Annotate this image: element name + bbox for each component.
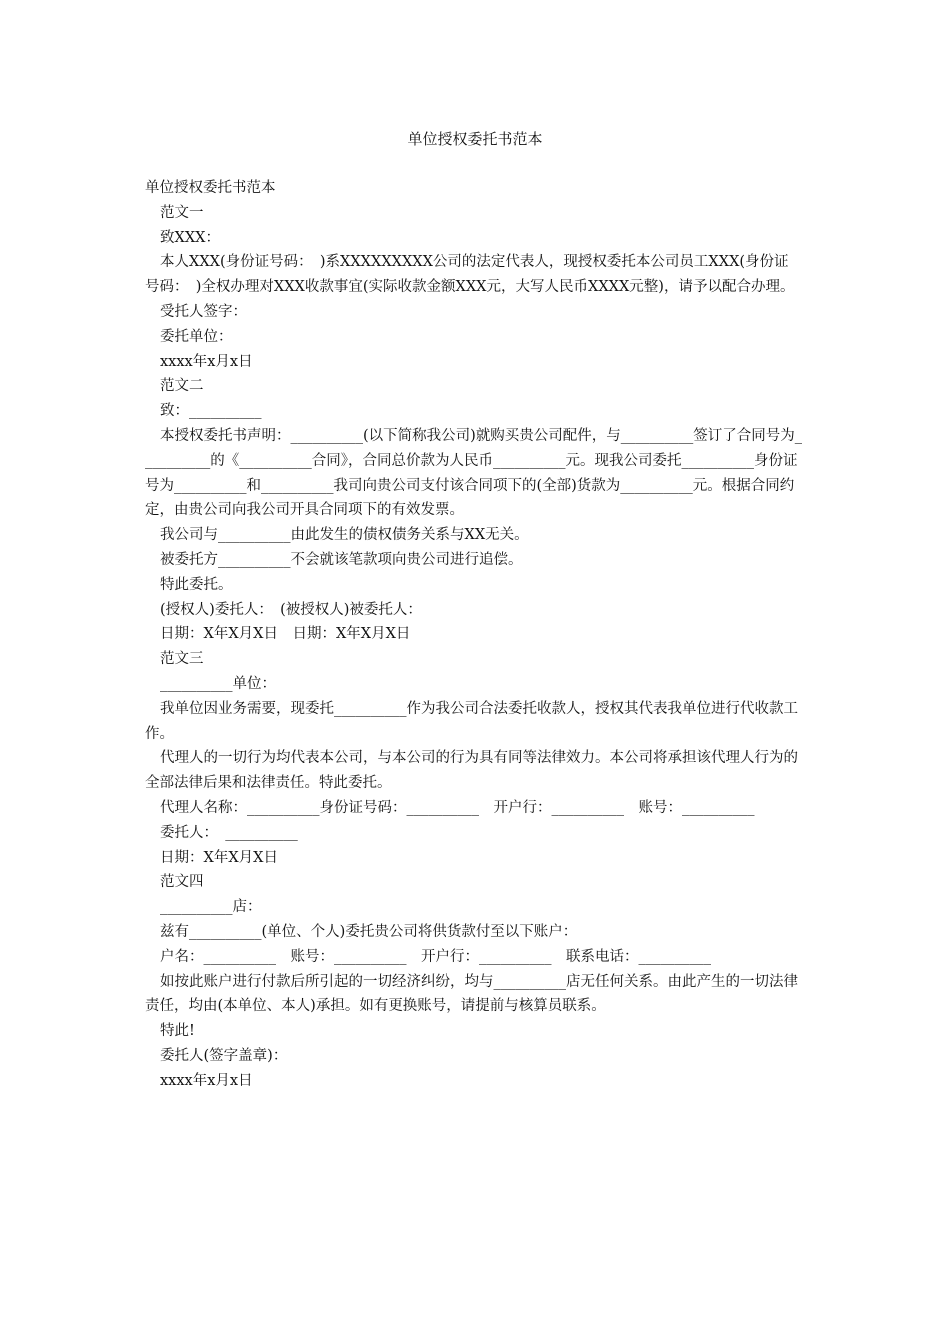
paragraph: 被委托方__________不会就该笔款项向贵公司进行追偿。	[160, 551, 523, 568]
paragraph: 范文四	[160, 874, 204, 891]
paragraph: __________单位：	[160, 675, 276, 692]
paragraph: 我单位因业务需要，现委托__________作为我公司合法委托收款人，授权其代表我单位进行代收款工作。	[145, 700, 798, 742]
paragraph: 范文一	[160, 204, 204, 221]
paragraph: 户名：__________ 账号：__________ 开户行：__________ 联系电话：__________	[160, 948, 711, 965]
paragraph: xxxx年x月x日	[160, 353, 253, 370]
page-title: 单位授权委托书范本	[407, 130, 543, 148]
paragraph: __________店：	[160, 899, 262, 916]
paragraph: 日期：X年X月X日 日期：X年X月X日	[160, 626, 411, 643]
paragraph: 特此委托。	[160, 576, 233, 593]
paragraph: 兹有__________(单位、个人)委托贵公司将供货款付至以下账户：	[160, 923, 578, 940]
paragraph: xxxx年x月x日	[160, 1072, 253, 1089]
paragraph: 单位授权委托书范本	[145, 180, 276, 196]
paragraph: 范文三	[160, 651, 204, 668]
paragraph: 致：__________	[160, 403, 262, 420]
paragraph: 委托人(签字盖章)：	[160, 1047, 288, 1064]
paragraph: 我公司与__________由此发生的债权债务关系与XX无关。	[160, 527, 529, 544]
paragraph: 委托单位：	[160, 328, 233, 345]
paragraph: 特此!	[160, 1023, 195, 1040]
document-body	[145, 176, 803, 1093]
paragraph: 受托人签字：	[160, 303, 247, 320]
paragraph: 致XXX：	[160, 229, 220, 246]
paragraph: 委托人： __________	[160, 824, 298, 841]
paragraph: 代理人的一切行为均代表本公司，与本公司的行为具有同等法律效力。本公司将承担该代理人行为的全部法律后果和法律责任。特此委托。	[145, 750, 798, 792]
paragraph: 本人XXX(身份证号码： )系XXXXXXXXX公司的法定代表人，现授权委托本公司员工XXX(身份证号码： )全权办理对XXX收款事宜(实际收款金额XXX元，大写人民币XXXX元整)，请予以配合办理。	[145, 254, 795, 296]
paragraph: (授权人)委托人： (被授权人)被委托人：	[160, 601, 422, 618]
paragraph: 本授权委托书声明：__________(以下简称我公司)就购买贵公司配件，与__________签订了合同号为__________的《__________合同》，合同总价款为人民币__________元。现我公司委托__________身份证号为__________和__________我司向贵公司支付该合同项下的(全部)货款为__________元。根据合同约定，由贵公司向我公司开具合同项下的有效发票。	[145, 427, 803, 519]
paragraph: 代理人名称：__________身份证号码：__________ 开户行：__________ 账号：__________	[160, 799, 755, 816]
paragraph: 范文二	[160, 378, 204, 395]
paragraph: 如按此账户进行付款后所引起的一切经济纠纷，均与__________店无任何关系。由此产生的一切法律责任，均由(本单位、本人)承担。如有更换账号，请提前与核算员联系。	[145, 973, 798, 1015]
paragraph: 日期：X年X月X日	[160, 849, 278, 866]
